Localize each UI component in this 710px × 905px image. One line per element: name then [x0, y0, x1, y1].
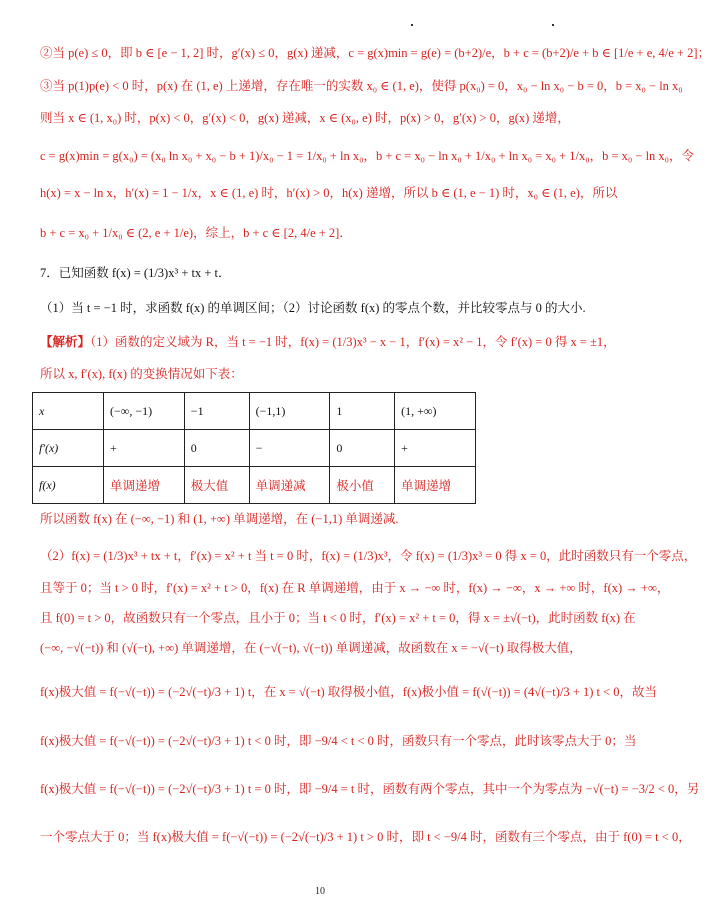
solution-line-16: f(x)极大值 = f(−√(−t)) = (−2√(−t)/3 + 1) t，在 x = √(−t) 取得极小值，f(x)极小值 = f(√(−t)) = (4√(−t)/3 + 1) t < 0，故当: [40, 685, 658, 699]
solution-line-18: f(x)极大值 = f(−√(−t)) = (−2√(−t)/3 + 1) t = 0 时，即 −9/4 = t 时，函数有两个零点，其中一个为零点为 −√(−t) = −3/2 < 0，另: [40, 782, 700, 796]
problem-question: （1）当 t = −1 时，求函数 f(x) 的单调区间；（2）讨论函数 f(x) 的零点个数，并比较零点与 0 的大小.: [40, 301, 586, 315]
table-cell: 极大值: [184, 467, 249, 504]
solution-line-14: 且 f(0) = t > 0，故函数只有一个零点，且小于 0；当 t < 0 时，f′(x) = x² + t = 0，得 x = ±√(−t)，此时函数 f(x) 在: [40, 611, 636, 625]
solution-line-6: b + c = x₀ + 1/x₀ ∈ (2, e + 1/e)，综上，b + c ∈ [2, 4/e + 2]．: [40, 226, 352, 240]
table-head-cell: f(x): [33, 467, 104, 504]
solution-line-1: ②当 p(e) ≤ 0，即 b ∈ [e − 1, 2] 时，g′(x) ≤ 0，g(x) 递减，c = g(x)min = g(e) = (b+2)/e，b + c = (b+2)/e + b ∈ [1/e + e, 4/e + 2]；: [40, 46, 710, 60]
solution-line-19: 一个零点大于 0；当 f(x)极大值 = f(−√(−t)) = (−2√(−t)/3 + 1) t > 0 时，即 t < −9/4 时，函数有三个零点，由于 f(0) = t < 0，: [40, 830, 691, 844]
table-head-cell: f′(x): [33, 430, 104, 467]
table-cell: 1: [330, 393, 395, 430]
solution-line-3: 则当 x ∈ (1, x₀) 时，p(x) < 0，g′(x) < 0，g(x) 递减，x ∈ (x₀, e) 时，p(x) > 0，g′(x) > 0，g(x) 递增，: [40, 111, 570, 125]
table-cell: 0: [184, 430, 249, 467]
solution-line-4: c = g(x)min = g(x₀) = (x₀ ln x₀ + x₀ − b + 1)/x₀ − 1 = 1/x₀ + ln x₀，b + c = x₀ − ln x₀ + 1/x₀ + ln x₀ = x₀ + 1/x₀，b = x₀ − ln x₀，令: [40, 149, 695, 163]
table-cell: 单调递增: [104, 467, 185, 504]
table-cell: (−1,1): [249, 393, 330, 430]
solution-line-17: f(x)极大值 = f(−√(−t)) = (−2√(−t)/3 + 1) t < 0 时，即 −9/4 < t < 0 时，函数只有一个零点，此时该零点大于 0；当: [40, 734, 637, 748]
solution-line-12: （2）f(x) = (1/3)x³ + tx + t，f′(x) = x² + t 当 t = 0 时，f(x) = (1/3)x³，令 f(x) = (1/3)x³ = 0 得 x = 0，此时函数只有一个零点，: [40, 549, 697, 563]
table-cell: +: [104, 430, 185, 467]
table-row: [33, 430, 476, 467]
table-cell: 0: [330, 430, 395, 467]
table-cell: −1: [184, 393, 249, 430]
table-cell: 单调递减: [249, 467, 330, 504]
solution-line-5: h(x) = x − ln x，h′(x) = 1 − 1/x，x ∈ (1, e) 时，h′(x) > 0，h(x) 递增，所以 b ∈ (1, e − 1) 时，x₀ ∈ (1, e)，所以: [40, 186, 618, 200]
table-cell: −: [249, 430, 330, 467]
variation-table: [32, 392, 476, 504]
page-number: 10: [315, 886, 325, 897]
analysis-text: （1）函数的定义域为 R，当 t = −1 时，f(x) = (1/3)x³ − x − 1，f′(x) = x² − 1，令 f′(x) = 0 得 x = ±1，: [90, 335, 616, 349]
solution-line-11: 所以函数 f(x) 在 (−∞, −1) 和 (1, +∞) 单调递增，在 (−1,1) 单调递减.: [40, 512, 399, 526]
solution-line-2: ③当 p(1)p(e) < 0 时，p(x) 在 (1, e) 上递增，存在唯一的实数 x₀ ∈ (1, e)，使得 p(x₀) = 0，x₀ − ln x₀ − b = 0，b = x₀ − ln x₀: [40, 79, 683, 93]
table-cell: (−∞, −1): [104, 393, 185, 430]
solution-line-15: (−∞, −√(−t)) 和 (√(−t), +∞) 单调递增，在 (−√(−t), √(−t)) 单调递减，故函数在 x = −√(−t) 取得极大值，: [40, 641, 582, 655]
top-dot-mark: [411, 24, 413, 26]
table-cell: 极小值: [330, 467, 395, 504]
analysis-line: [40, 334, 616, 350]
table-intro: 所以 x, f′(x), f(x) 的变换情况如下表：: [40, 367, 243, 381]
problem-title: 7．已知函数 f(x) = (1/3)x³ + tx + t．: [40, 266, 231, 280]
table-head-cell: x: [33, 393, 104, 430]
analysis-tag: 【解析】: [40, 335, 91, 349]
table-cell: +: [395, 430, 476, 467]
solution-line-13: 且等于 0；当 t > 0 时，f′(x) = x² + t > 0，f(x) 在 R 单调递增，由于 x → −∞ 时，f(x) → −∞，x → +∞ 时，f(x) → +∞，: [40, 581, 670, 595]
table-row: [33, 467, 476, 504]
table-row: [33, 393, 476, 430]
table-cell: (1, +∞): [395, 393, 476, 430]
top-dot-mark: [552, 24, 554, 26]
table-cell: 单调递增: [395, 467, 476, 504]
